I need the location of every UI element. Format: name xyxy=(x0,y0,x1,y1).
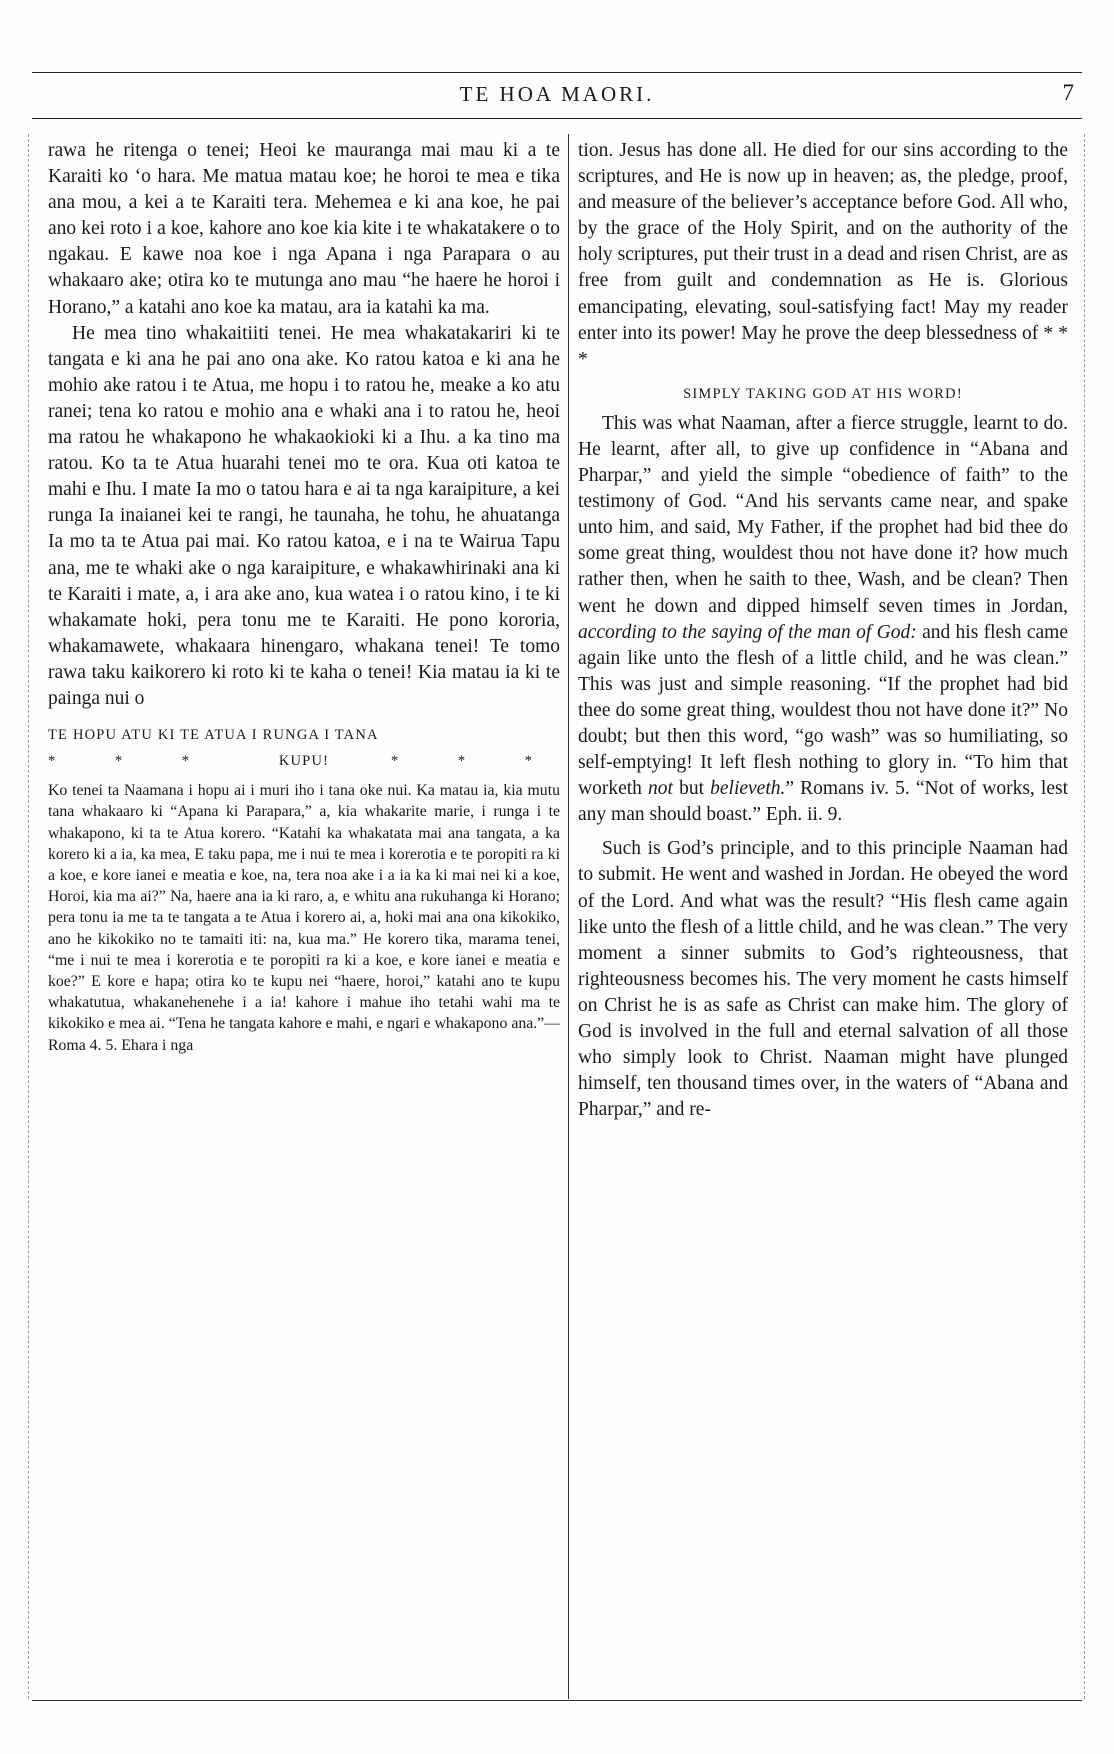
right-paragraph-2-part-d: ” Romans iv. 5. “Not of works, lest any man should boast.” Eph. ii. 9. xyxy=(578,778,1068,826)
right-section-heading: SIMPLY TAKING GOD AT HIS WORD! xyxy=(683,385,963,402)
right-paragraph-2-part-c: but xyxy=(679,778,704,800)
right-paragraph-1: tion. Jesus has done all. He died for our sins according to the scriptures, and He is now up in heaven; as, the pledge, proof, and measure of the believer’s acceptance before God. All who, by the grace of the Holy Spirit, and on the authority of the holy scriptures, put their trust in a dead and risen Christ, are as free from guilt and condemnation as He is. Glorious emancipating, elevating, soul-satisfying fact! May my reader enter into its power! May he prove the deep blessedness of * * * xyxy=(578,140,1068,370)
running-title: TE HOA MAORI. xyxy=(459,82,655,106)
page-number: 7 xyxy=(1062,80,1074,105)
heading-stars-right: * * * xyxy=(391,753,560,770)
right-paragraph-2-part-b: and his flesh came again like unto the flesh of a little child, and he was clean.” This was just and simple reasoning. “If the prophet had bid thee do some great thing, wouldest thou not have done it?” No doubt; but then this word, “go wash” was so humiliating, so self-emptying! It left flesh nothing to glory in. “To him that worketh xyxy=(578,621,1069,800)
header-rule-bottom xyxy=(32,118,1082,119)
right-paragraph-2 xyxy=(578,411,1068,829)
left-paragraph-3: Ko tenei ta Naamana i hopu ai i muri iho i tana oke nui. Ka matau ia, kia mutu tana whakaaro ki “Apana ki Parapara,” a, kia whakarite marie, i runga i te whakapono, ki ta te Atua korero. “Katahi ka whakatata mai ana tangata, a ka korero ki a ia, ka mea, E taku papa, me i nui te mea i korerotia e te poropiti ra ki a koe, e kore ianei e meatia e koe, na, tera noa ake i a ia ka ki mai nei ki a koe, Horoi, kia ma ai?” Na, haere ana ia ki raro, a, e whitu ana rukuhanga ki Horano; pera tonu ia me ta te tangata a te Atua i korero ai, a, hoki mai ana ona kikokiko, ano he kikokiko no te tamaiti iti: na, kua ma.” He korero tika, marama tenei, “me i nui te mea i korerotia e te poropiti ra ki a koe, e kore ianei e meatia e koe?” E kore e hapa; otira ko te kupu nei “haere, horoi,” katahi ano te kupu whakatutua, whakanehenehe i a ia! kahore i mahue iho tetahi wahi ma te kikokiko e mea ai. “Tena he tangata kahore e mahi, e ngari e whakapono ana.”—Roma 4. 5. Ehara i nga xyxy=(48,782,560,1054)
left-section-heading-row xyxy=(48,748,560,774)
left-column xyxy=(48,138,560,1056)
right-paragraph-2-believeth: believeth. xyxy=(710,778,786,800)
heading-word: KUPU! xyxy=(278,753,330,770)
column-divider xyxy=(568,134,569,1699)
right-column xyxy=(578,138,1068,1123)
header-rule-top xyxy=(32,72,1082,73)
page-header xyxy=(32,78,1082,112)
footer-rule xyxy=(32,1700,1082,1701)
left-paragraph-1: rawa he ritenga o tenei; Heoi ke mauranga mai mau ki a te Karaiti ko ‘o hara. Me matua matau koe; he horoi te mea e tika ana mou, a kei a te Karaiti tera. Mehemea e ki ana koe, he pai ano kei roto i a koe, kahore ano koe kia kite i te whakatakere o to ngakau. E kawe noa koe i nga Apana i nga Parapara o au whakaaro ake; otira ko te mutunga ano mau “he haere he horoi i Horano,” a katahi ano koe ka matau, ara ia katahi ka ma. xyxy=(48,140,560,318)
right-paragraph-2-not: not xyxy=(648,778,673,800)
left-paragraph-2: He mea tino whakaitiiti tenei. He mea whakatakariri ki te tangata e ki ana he pai ano ona ake. Ko ratou katoa e ki ana he mohio ake ratou i te Atua, me hopu i to ratou he, meake a ko atu ranei; tena ko ratou e mohio ana e whaki ana i to ratou he, heoi ma ratou he whakapono he whakaokioki ki a Ihu. a ka tino ma ratou. Ko ta te Atua huarahi tenei mo te ora. Kua oti katoa te mahi e Ihu. I mate Ia mo o tatou hara e ai ta nga karaipiture, a kei runga Ia inaianei kei te rangi, he taunaha, he tohu, he ahuatanga Ia mo ta te Atua pai mai. Ko ratou katoa, e i na te Wairua Tapu ana, me te whaki ake o nga karaipiture, e whakawhirinaki ana ki te Karaiti i mate, a, i ara ake ano, kua watea i o ratou kino, i te ki whakamate hoki, pera tonu me te Karaiti. He pono kororia, whakamawete, whakaara hinengaro, whakana tenei! Te tomo rawa taku kaikorero ki roto ki te kaha o tenei! Kia matau ia ki te painga nui o xyxy=(48,322,560,709)
right-paragraph-3: Such is God’s principle, and to this principle Naaman had to submit. He went and washed in Jordan. He obeyed the word of the Lord. And what was the result? “His flesh came again like unto the flesh of a little child, and he was clean.” The very moment a sinner submits to God’s righteousness, that righteousness becomes his. The very moment he casts himself on Christ he is as safe as Christ can make him. The glory of God is involved in the full and eternal salvation of all those who simply look to Christ. Naaman might have plunged himself, ten thousand times over, in the waters of “Abana and Pharpar,” and re- xyxy=(578,838,1068,1121)
left-margin-rule xyxy=(28,134,29,1699)
right-margin-rule xyxy=(1084,134,1085,1699)
right-paragraph-2-part-a: This was what Naaman, after a fierce struggle, learnt to do. He learnt, after all, to give up confidence in “Abana and Pharpar,” and yield the simple “obedience of faith” to the testimony of God. “And his servants came near, and spake unto him, and said, My Father, if the prophet had bid thee do some great thing, wouldest thou not have done it? how much rather then, when he saith to thee, Wash, and be clean? Then went he down and dipped himself seven times in Jordan, xyxy=(578,412,1068,617)
right-paragraph-2-italic: according to the saying of the man of God: xyxy=(578,621,917,643)
heading-stars-left: * * * xyxy=(48,753,217,770)
left-section-heading: TE HOPU ATU KI TE ATUA I RUNGA I TANA xyxy=(48,727,379,744)
